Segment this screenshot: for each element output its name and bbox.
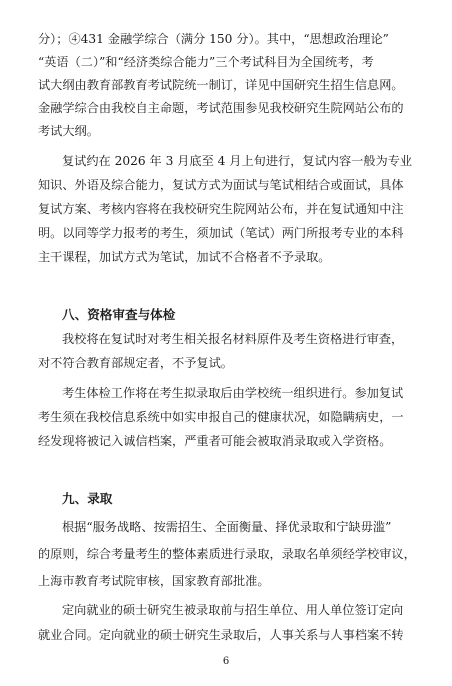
paragraph-line: 考试大纲。	[38, 124, 99, 138]
paragraph-line: 试大纲由教育部教育考试院统一制订，详见中国研究生招生信息网。	[38, 78, 404, 92]
paragraph-line: 的原则，综合考量考生的整体素质进行录取，录取名单须经学校审议，	[38, 547, 416, 561]
paragraph-line: 就业合同。定向就业的硕士研究生录取后，人事关系与人事档案不转	[38, 628, 404, 642]
paragraph-line: 主干课程，加试方式为笔试，加试不合格者不予录取。	[38, 250, 331, 264]
paragraph-line: 根据“服务战略、按需招生、全面衡量、择优录取和宁缺毋滥”	[62, 520, 392, 534]
paragraph-line: 上海市教育考试院审核，国家教育部批准。	[38, 574, 270, 588]
paragraph-line: 复试方案、考核内容将在我校研究生院网站公布，并在复试通知中注	[38, 202, 404, 216]
paragraph-line: 复试约在 2026 年 3 月底至 4 月上旬进行，复试内容一般为专业	[62, 154, 413, 168]
page-number: 6	[222, 656, 230, 667]
paragraph-line: 经发现将被记入诚信档案，严重者可能会被取消录取或入学资格。	[38, 434, 392, 448]
paragraph-line: 考生体检工作将在考生拟录取后由学校统一组织进行。参加复试	[62, 386, 404, 400]
paragraph-line: 我校将在复试时对考生相关报名材料原件及考生资格进行审查，	[62, 332, 404, 346]
paragraph-line: 定向就业的硕士研究生被录取前与招生单位、用人单位签订定向	[62, 603, 404, 617]
paragraph-line: 对不符合教育部规定者，不予复试。	[38, 356, 233, 370]
paragraph-line: 明。以同等学力报考的考生，须加试（笔试）两门所报考专业的本科	[38, 226, 404, 240]
paragraph-line: 金融学综合由我校自主命题，考试范围参见我校研究生院网站公布的	[38, 101, 404, 115]
paragraph-line: 分）；④431 金融学综合（满分 150 分）。其中，“思想政治理论”	[38, 32, 389, 46]
paragraph-line: 考生须在我校信息系统中如实申报自己的健康状况，如隐瞒病史，一	[38, 410, 404, 424]
section-heading-admission: 九、录取	[62, 491, 113, 506]
paragraph-line: 知识、外语及综合能力，复试方式为面试与笔试相结合或面试，具体	[38, 178, 404, 192]
paragraph-line: “英语（二）”和“经济类综合能力”三个考试科目为全国统考，考	[38, 55, 374, 69]
section-heading-qualification: 八、资格审查与体检	[62, 307, 176, 322]
